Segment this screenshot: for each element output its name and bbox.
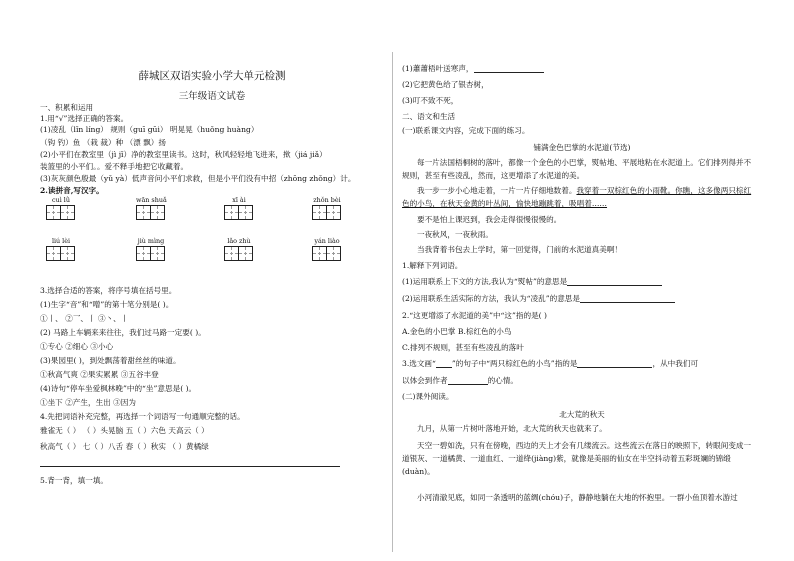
fill-blank[interactable] <box>448 376 488 385</box>
fill-blank[interactable] <box>567 277 662 286</box>
passage-paragraph: 当我背着书包去上学时，第一回觉得，门前的水泥道真美啊！ <box>417 245 623 254</box>
q4-row: 雅雀无（ ） （ ）头晃脑 五（ ）六色 天高云（ ） <box>40 426 209 435</box>
writing-grid[interactable] <box>46 246 74 261</box>
passage-title: 北大荒的秋天 <box>559 410 605 419</box>
question-1: 1.解释下列词语。 <box>402 261 463 270</box>
pinyin-label: jiù mìng <box>137 237 165 245</box>
sub-heading: (一)联系课文内容，完成下面的练习。 <box>402 126 530 135</box>
section-heading: 一、积累和运用 <box>40 103 94 112</box>
writing-grid[interactable] <box>136 205 164 220</box>
q3-line: (4)诗句“停车坐爱枫林晚”中的“坐”意思是( )。 <box>40 384 197 393</box>
recite-label: (2)它把黄色给了银杏树， <box>402 80 489 89</box>
recite-label: (1)蕭蕭梧叶送寒声， <box>402 64 474 73</box>
q3-line: ①专心 ②细心 ③小心 <box>40 342 114 351</box>
fill-blank[interactable] <box>436 359 452 368</box>
writing-grid[interactable] <box>312 246 340 261</box>
passage-paragraph: 天空一碧如洗，只有在傍晚，西边的天上才会有几缕流云。这些流云在落日的映照下，转眼间变成一道银灰、一道橘黄、一道血红、一道绛(jiàng)紫，就像是美丽的仙女在半空抖动着五彩斑斓的锦缎(duàn)。 <box>402 441 752 476</box>
section-heading: 二、语文和生活 <box>402 112 456 121</box>
answer-line[interactable] <box>40 466 340 467</box>
passage-paragraph: 九月，从第一片树叶落地开始，北大荒的秋天也就来了。 <box>417 424 607 433</box>
fill-blank[interactable] <box>474 64 544 73</box>
recite-line <box>402 96 458 105</box>
question-5: 5.背一背，填一填。 <box>40 476 108 485</box>
passage-paragraph: 小河清澈见底，如同一条透明的蓝绸(chóu)子，静静地躺在大地的怀抱里。一群小鱼顶着水游过 <box>417 493 738 502</box>
writing-grid[interactable] <box>312 205 340 220</box>
question-3: 3.选文画“ ”的句子中“两只棕红色的小鸟”指的是 ，从中我们可 <box>402 359 699 368</box>
q1-row: 装篮里的小平们。。爱不释手地把它收藏着。 <box>40 162 189 171</box>
question-3: 3.选择合适的答案，将序号填在括号里。 <box>40 286 177 295</box>
question-2: 2.“这更增添了水泥道的美”中“这”指的是( ) <box>402 311 548 320</box>
q3-line: ①秋高气爽 ②果实累累 ③五谷丰登 <box>40 370 159 379</box>
option-line: C.排列不规则，甚至有些凌乱的落叶 <box>402 343 524 352</box>
pinyin-label: cuì lǜ <box>52 196 70 204</box>
q4-row: 秋高气（ ） 七（ ）八舌 春（ ）秋实 （ ）黄橘绿 <box>40 442 209 451</box>
writing-grid[interactable] <box>136 246 164 261</box>
fill-blank[interactable] <box>577 359 652 368</box>
column-divider <box>392 52 393 552</box>
passage-paragraph <box>402 184 752 210</box>
recite-line <box>402 80 489 89</box>
pinyin-label: lǎo zhù <box>227 237 251 245</box>
q3-line: ①坐下 ②产生，生出 ③因为 <box>40 398 136 407</box>
q1-row: (2)小平们在教室里（jì jǐ）净的教室里读书。这时，秋风轻轻地飞进来，揿（jiá jiǎ） <box>40 150 327 159</box>
writing-grid[interactable] <box>46 205 74 220</box>
question-4: 4.先把词语补充完整，再选择一个词语写一句通顺完整的话。 <box>40 412 245 421</box>
a1-item: (1)运用联系上下文的方法,我认为“熨帖”的意思是 <box>402 277 662 286</box>
recite-line <box>402 64 544 73</box>
exam-title: 薛城区双语实验小学大单元检测 <box>138 70 286 82</box>
pinyin-label: xī ài <box>232 196 246 204</box>
q3-line: (3)果园里( )，到处飘荡着甜丝丝的味道。 <box>40 356 181 365</box>
passage-paragraph: 要不是怕上课迟到，我会走得很慢很慢的。 <box>417 215 562 224</box>
fill-blank[interactable] <box>580 294 675 303</box>
underlined-sentence: 我穿着一双棕红色的小雨靴。你瞧，这多像两只棕红色的小鸟，在秋天金黄的叶丛间，愉快地蹦跳着，吸唱着…… <box>402 186 752 208</box>
question-1: 1.用“√”选择正确的答案。 <box>40 114 129 123</box>
exam-subtitle: 三年级语文试卷 <box>178 91 246 102</box>
recite-label: (3)叮不致不死， <box>402 96 459 105</box>
pinyin-label: liú lèi <box>51 237 71 245</box>
pinyin-label: yán liào <box>314 237 340 245</box>
q3-line: ①丨、 ②乛、丨 ③丶、丨 <box>40 314 129 323</box>
question-2: 2.读拼音,写汉字。 <box>40 186 104 195</box>
option-line: A.金色的小巴掌 B.棕红色的小鸟 <box>402 327 512 336</box>
pinyin-label: wān shuǎ <box>136 196 167 204</box>
question-3-cont: 以体会到作者 的心情。 <box>402 376 518 385</box>
passage-title: 铺满金色巴掌的水泥道(节选) <box>533 143 631 152</box>
passage-text: 我一步一步小心地走着，一片一片仔细地数着。 <box>417 186 577 195</box>
passage-paragraph: 一夜秋风，一夜秋雨。 <box>417 230 493 239</box>
passage-paragraph: 每一片法国梧桐树的落叶，都像一个金色的小巴掌，熨帖地、平展地粘在水泥道上。它们排列得并不规则，甚至有些凌乱，然而，这更增添了水泥道的美。 <box>402 158 752 180</box>
q3-line: (1)生字“音”和“噌”的第十笔分别是( )。 <box>40 300 174 309</box>
q3-line: (2) 马路上车辆来来往往，我们过马路一定要( )。 <box>40 328 206 337</box>
sub-heading: (二)课外阅读。 <box>402 392 454 401</box>
a1-item: (2)运用联系生活实际的方法，我认为“凌乱”的意思是 <box>402 294 675 303</box>
q1-row: (1)凌乱（lǐn líng） 规则（guī gūi） 明晃晃（huǒng huàng） <box>40 125 259 134</box>
writing-grid[interactable] <box>224 205 252 220</box>
pinyin-label: zhǒn bèi <box>313 196 341 204</box>
q1-row: （钩 钓）鱼 （栽 裁）种 （漂 飘）扬 <box>40 138 166 147</box>
writing-grid[interactable] <box>224 246 252 261</box>
q1-row: (3)灰灰颜色殷最（yǔ yà）低声音问小平们求救，但是小平们没有中招（zhōng zhǒng）计。 <box>40 174 356 183</box>
